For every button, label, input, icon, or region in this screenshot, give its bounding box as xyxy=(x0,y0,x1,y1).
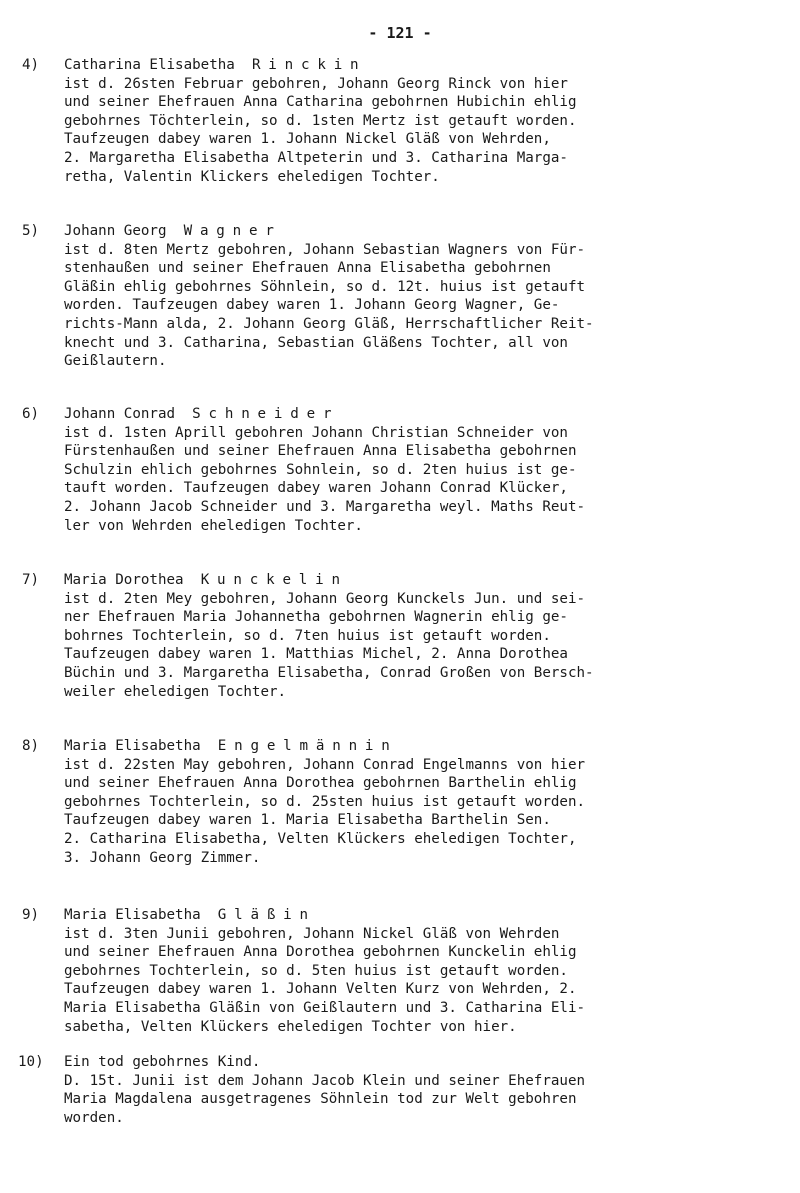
child-name xyxy=(64,1053,260,1072)
text-line: ler von Wehrden eheledigen Tochter. xyxy=(64,517,363,534)
text-line: gebohrnes Tochterlein, so d. 5ten huius ist getauft worden. xyxy=(64,962,568,979)
surname: Engelmännin xyxy=(217,738,398,754)
entry-heading xyxy=(0,405,800,424)
entry-heading xyxy=(0,222,800,241)
entry-number: 7) xyxy=(22,572,40,588)
entry-text xyxy=(64,925,784,1037)
text-line: ist d. 8ten Mertz gebohren, Johann Sebastian Wagners von Für- xyxy=(64,241,586,258)
child-name xyxy=(64,737,398,756)
entry-number: 8) xyxy=(22,738,40,754)
text-line: 2. Johann Jacob Schneider und 3. Margaretha weyl. Maths Reut- xyxy=(64,498,586,515)
text-line: Taufzeugen dabey waren 1. Matthias Michel, 2. Anna Dorothea xyxy=(64,646,568,663)
surname: Wagner xyxy=(183,223,282,239)
text-line: Fürstenhaußen und seiner Ehefrauen Anna Elisabetha gebohrnen xyxy=(64,443,577,460)
entry-heading xyxy=(0,737,800,756)
register-entry xyxy=(0,906,800,1036)
text-line: 2. Margaretha Elisabetha Altpeterin und 3. Catharina Marga- xyxy=(64,149,568,166)
entry-heading xyxy=(0,1053,800,1072)
text-line: worden. xyxy=(64,1109,124,1126)
text-line: stenhaußen und seiner Ehefrauen Anna Elisabetha gebohrnen xyxy=(64,260,551,277)
text-line: Maria Elisabetha Gläßin von Geißlautern und 3. Catharina Eli- xyxy=(64,999,586,1016)
entry-text xyxy=(64,590,784,702)
text-line: retha, Valentin Klickers eheledigen Tochter. xyxy=(64,168,440,185)
text-line: ist d. 3ten Junii gebohren, Johann Nickel Gläß von Wehrden xyxy=(64,925,560,942)
text-line: und seiner Ehefrauen Anna Dorothea gebohrnen Barthelin ehlig xyxy=(64,775,577,792)
entry-heading xyxy=(0,906,800,925)
text-line: bohrnes Tochterlein, so d. 7ten huius ist getauft worden. xyxy=(64,627,551,644)
text-line: ist d. 22sten May gebohren, Johann Conrad Engelmanns von hier xyxy=(64,756,586,773)
text-line: ist d. 26sten Februar gebohren, Johann Georg Rinck von hier xyxy=(64,75,568,92)
surname: Kunckelin xyxy=(200,572,348,588)
register-entry xyxy=(0,405,800,535)
text-line: 2. Catharina Elisabetha, Velten Klückers eheledigen Tochter, xyxy=(64,830,577,847)
entry-text xyxy=(64,1072,784,1128)
given-name: Maria Dorothea xyxy=(64,572,184,588)
text-line: gebohrnes Töchterlein, so d. 1sten Mertz ist getauft worden. xyxy=(64,112,577,129)
text-line: und seiner Ehefrauen Anna Catharina gebohrnen Hubichin ehlig xyxy=(64,94,577,111)
entry-heading xyxy=(0,56,800,75)
text-line: sabetha, Velten Klückers eheledigen Tochter von hier. xyxy=(64,1018,517,1035)
text-line: Taufzeugen dabey waren 1. Maria Elisabetha Barthelin Sen. xyxy=(64,812,551,829)
text-line: Taufzeugen dabey waren 1. Johann Nickel Gläß von Wehrden, xyxy=(64,131,551,148)
entry-number: 5) xyxy=(22,223,40,239)
text-line: gebohrnes Tochterlein, so d. 25sten huius ist getauft worden. xyxy=(64,793,586,810)
text-line: ner Ehefrauen Maria Johannetha gebohrnen Wagnerin ehlig ge- xyxy=(64,609,568,626)
register-entry xyxy=(0,222,800,371)
text-line: D. 15t. Junii ist dem Johann Jacob Klein und seiner Ehefrauen xyxy=(64,1072,586,1089)
text-line: worden. Taufzeugen dabey waren 1. Johann Georg Wagner, Ge- xyxy=(64,297,560,314)
page-number: - 121 - xyxy=(368,24,432,42)
text-line: richts-Mann alda, 2. Johann Georg Gläß, Herrschaftlicher Reit- xyxy=(64,315,594,332)
surname: Schneider xyxy=(192,406,340,422)
text-line: Geißlautern. xyxy=(64,353,167,370)
entry-text xyxy=(64,75,784,187)
given-name: Ein tod gebohrnes Kind. xyxy=(64,1054,261,1070)
given-name: Johann Conrad xyxy=(64,406,176,422)
text-line: weiler eheledigen Tochter. xyxy=(64,683,287,700)
entry-text xyxy=(64,241,784,371)
register-entry xyxy=(0,56,800,186)
child-name xyxy=(64,405,339,424)
entry-number: 6) xyxy=(22,406,40,422)
entry-text xyxy=(64,756,784,868)
entry-text xyxy=(64,424,784,536)
text-line: ist d. 2ten Mey gebohren, Johann Georg Kunckels Jun. und sei- xyxy=(64,590,586,607)
entry-number: 10) xyxy=(18,1054,44,1070)
text-line: ist d. 1sten Aprill gebohren Johann Christian Schneider von xyxy=(64,424,568,441)
given-name: Maria Elisabetha xyxy=(64,738,201,754)
register-entry xyxy=(0,1053,800,1127)
text-line: 3. Johann Georg Zimmer. xyxy=(64,849,261,866)
register-entry xyxy=(0,737,800,867)
text-line: Gläßin ehlig gebohrnes Söhnlein, so d. 12t. huius ist getauft xyxy=(64,278,586,295)
text-line: Schulzin ehlich gebohrnes Sohnlein, so d. 2ten huius ist ge- xyxy=(64,461,577,478)
text-line: Maria Magdalena ausgetragenes Söhnlein tod zur Welt gebohren xyxy=(64,1091,577,1108)
given-name: Catharina Elisabetha xyxy=(64,57,235,73)
entry-number: 9) xyxy=(22,907,40,923)
surname: Gläßin xyxy=(217,907,316,923)
entry-number: 4) xyxy=(22,57,40,73)
child-name xyxy=(64,56,366,75)
surname: Rinckin xyxy=(251,57,367,73)
text-line: knecht und 3. Catharina, Sebastian Gläßens Tochter, all von xyxy=(64,334,568,351)
given-name: Johann Georg xyxy=(64,223,167,239)
entry-heading xyxy=(0,571,800,590)
child-name xyxy=(64,906,316,925)
text-line: Büchin und 3. Margaretha Elisabetha, Conrad Großen von Bersch- xyxy=(64,664,594,681)
text-line: tauft worden. Taufzeugen dabey waren Johann Conrad Klücker, xyxy=(64,480,568,497)
given-name: Maria Elisabetha xyxy=(64,907,201,923)
child-name xyxy=(64,222,282,241)
text-line: Taufzeugen dabey waren 1. Johann Velten Kurz von Wehrden, 2. xyxy=(64,981,577,998)
child-name xyxy=(64,571,348,590)
register-entry xyxy=(0,571,800,701)
text-line: und seiner Ehefrauen Anna Dorothea gebohrnen Kunckelin ehlig xyxy=(64,944,577,961)
